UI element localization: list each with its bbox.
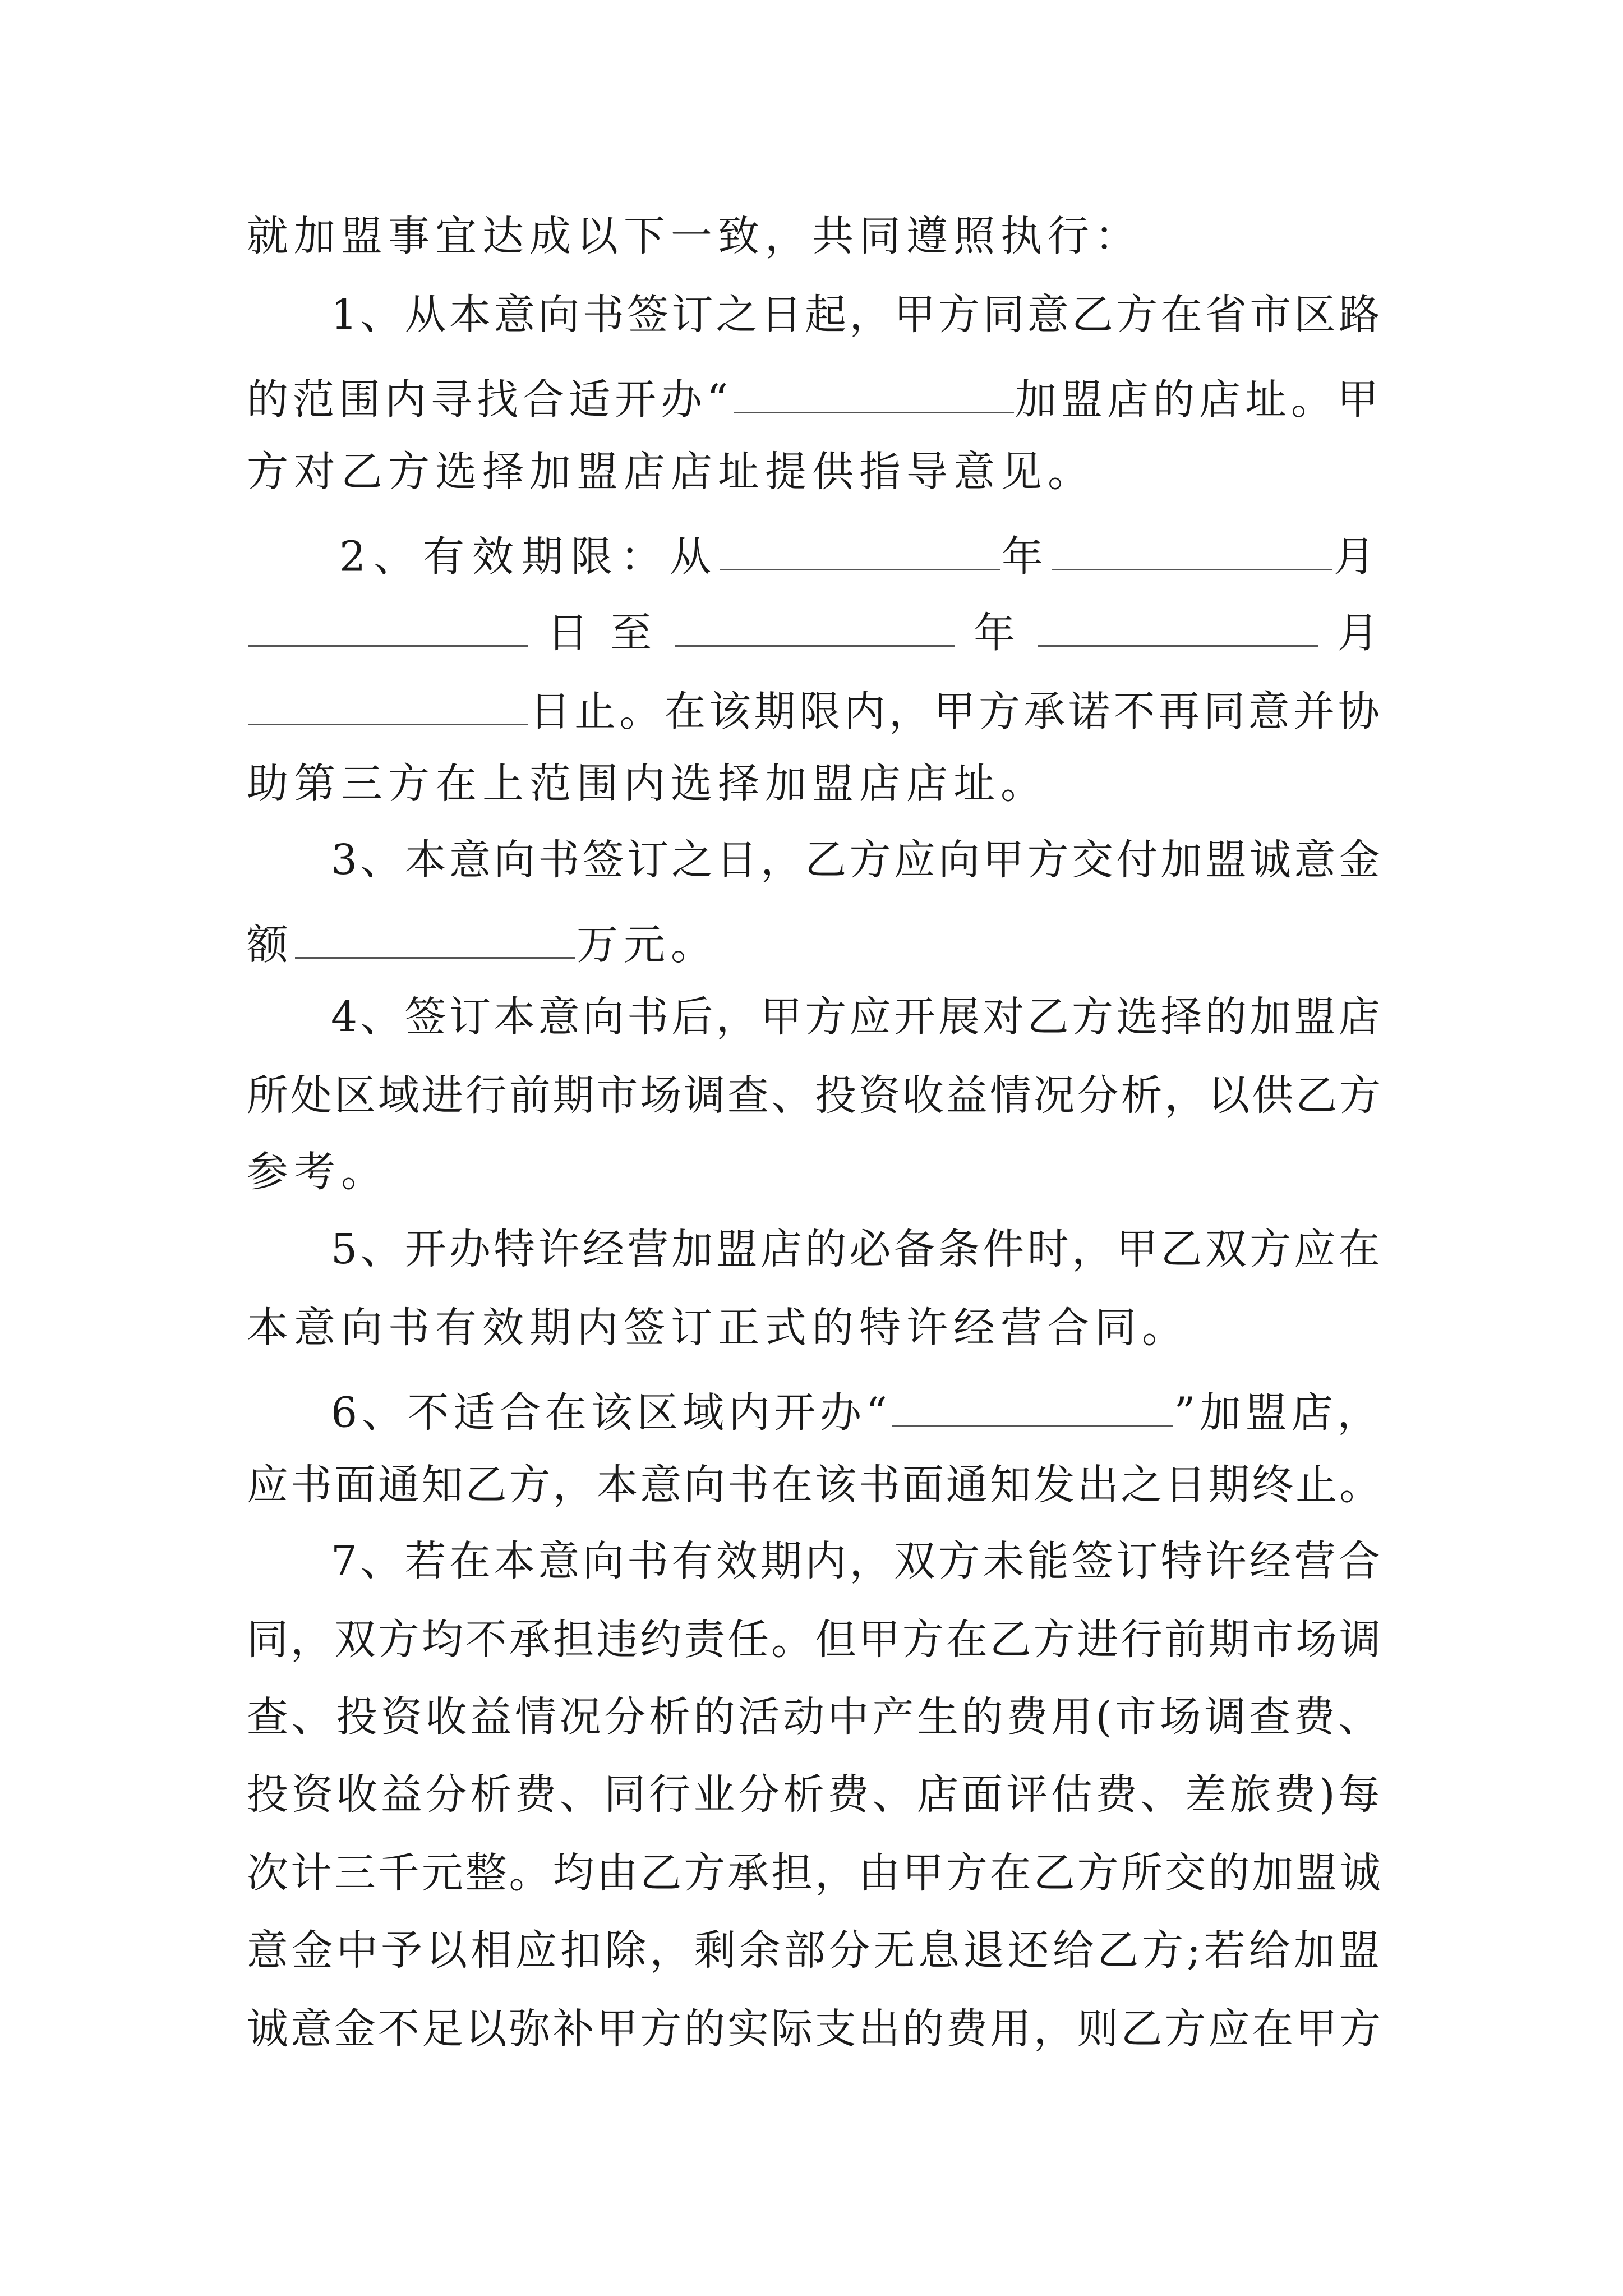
text-segment: 方对乙方选择加盟店店址提供指导意见。 <box>247 448 1095 496</box>
text-segment: 2、有效期限：从 <box>339 532 720 581</box>
text-line <box>331 291 1383 339</box>
text-line <box>247 2005 1383 2053</box>
fill-in-blank[interactable] <box>720 530 1000 570</box>
fill-in-blank[interactable] <box>248 606 528 647</box>
text-segment: 年 <box>956 609 1038 657</box>
text-segment: 3、本意向书签订之日，乙方应向甲方交付加盟诚意金 <box>331 836 1383 884</box>
text-segment: 7、若在本意向书有效期内，双方未能签订特许经营合 <box>331 1537 1383 1585</box>
text-segment: 年 <box>1002 532 1052 581</box>
text-segment: 日止。在该期限内，甲方承诺不再同意并协 <box>529 687 1383 736</box>
text-line <box>247 1071 1383 1120</box>
text-segment: 万元。 <box>577 921 718 969</box>
text-line <box>247 1616 1383 1664</box>
text-segment: 6、不适合在该区域内开办“ <box>331 1388 892 1437</box>
fill-in-blank[interactable] <box>248 684 528 725</box>
text-segment: 诚意金不足以弥补甲方的实际支出的费用，则乙方应在甲方 <box>247 2005 1383 2053</box>
text-segment: 额 <box>247 921 294 969</box>
text-line <box>247 1693 1383 1741</box>
text-segment: 就加盟事宜达成以下一致，共同遵照执行： <box>247 212 1142 260</box>
fill-in-blank[interactable] <box>734 372 1014 413</box>
text-segment: 1、从本意向书签订之日起，甲方同意乙方在省市区路 <box>331 291 1383 339</box>
text-line <box>247 372 1383 424</box>
text-line <box>247 684 1383 736</box>
text-line <box>247 1849 1383 1897</box>
text-segment: 日 至 <box>529 609 674 657</box>
text-segment: 查、投资收益情况分析的活动中产生的费用(市场调查费、 <box>247 1693 1383 1741</box>
text-line <box>247 1148 388 1196</box>
text-line <box>247 918 718 969</box>
text-line <box>247 1304 1189 1352</box>
text-segment: 次计三千元整。均由乙方承担，由甲方在乙方所交的加盟诚 <box>247 1849 1383 1897</box>
fill-in-blank[interactable] <box>892 1386 1173 1427</box>
fill-in-blank[interactable] <box>1038 606 1318 647</box>
text-segment: 投资收益分析费、同行业分析费、店面评估费、差旅费)每 <box>247 1770 1383 1819</box>
text-segment: 所处区域进行前期市场调查、投资收益情况分析，以供乙方 <box>247 1071 1383 1120</box>
fill-in-blank[interactable] <box>675 606 955 647</box>
text-line <box>247 1461 1383 1509</box>
text-line <box>331 1225 1383 1273</box>
fill-in-blank[interactable] <box>295 918 575 959</box>
text-line <box>331 836 1383 884</box>
text-segment: 4、签订本意向书后，甲方应开展对乙方选择的加盟店 <box>331 993 1383 1041</box>
text-line <box>247 448 1095 496</box>
text-segment: 同，双方均不承担违约责任。但甲方在乙方进行前期市场调 <box>247 1616 1383 1664</box>
text-line <box>331 1537 1383 1585</box>
text-segment: 参考。 <box>247 1148 388 1196</box>
text-segment: 月 <box>1334 532 1384 581</box>
text-line <box>247 212 1142 260</box>
text-line <box>331 993 1383 1041</box>
text-segment: 应书面通知乙方，本意向书在该书面通知发出之日期终止。 <box>247 1461 1383 1509</box>
text-line <box>247 1926 1383 1975</box>
text-line <box>247 760 1048 808</box>
text-line <box>247 1770 1383 1819</box>
text-segment: 5、开办特许经营加盟店的必备条件时，甲乙双方应在 <box>331 1225 1383 1273</box>
text-segment: 助第三方在上范围内选择加盟店店址。 <box>247 760 1048 808</box>
text-segment: 月 <box>1320 609 1384 657</box>
text-line <box>339 530 1384 581</box>
text-line <box>331 1386 1383 1437</box>
text-segment: 加盟店的店址。甲 <box>1015 375 1383 424</box>
text-segment: ”加盟店， <box>1174 1388 1383 1437</box>
text-segment: 本意向书有效期内签订正式的特许经营合同。 <box>247 1304 1189 1352</box>
fill-in-blank[interactable] <box>1052 530 1332 570</box>
text-segment: 的范围内寻找合适开办“ <box>247 375 732 424</box>
text-line <box>247 606 1384 657</box>
text-segment: 意金中予以相应扣除，剩余部分无息退还给乙方;若给加盟 <box>247 1926 1383 1975</box>
